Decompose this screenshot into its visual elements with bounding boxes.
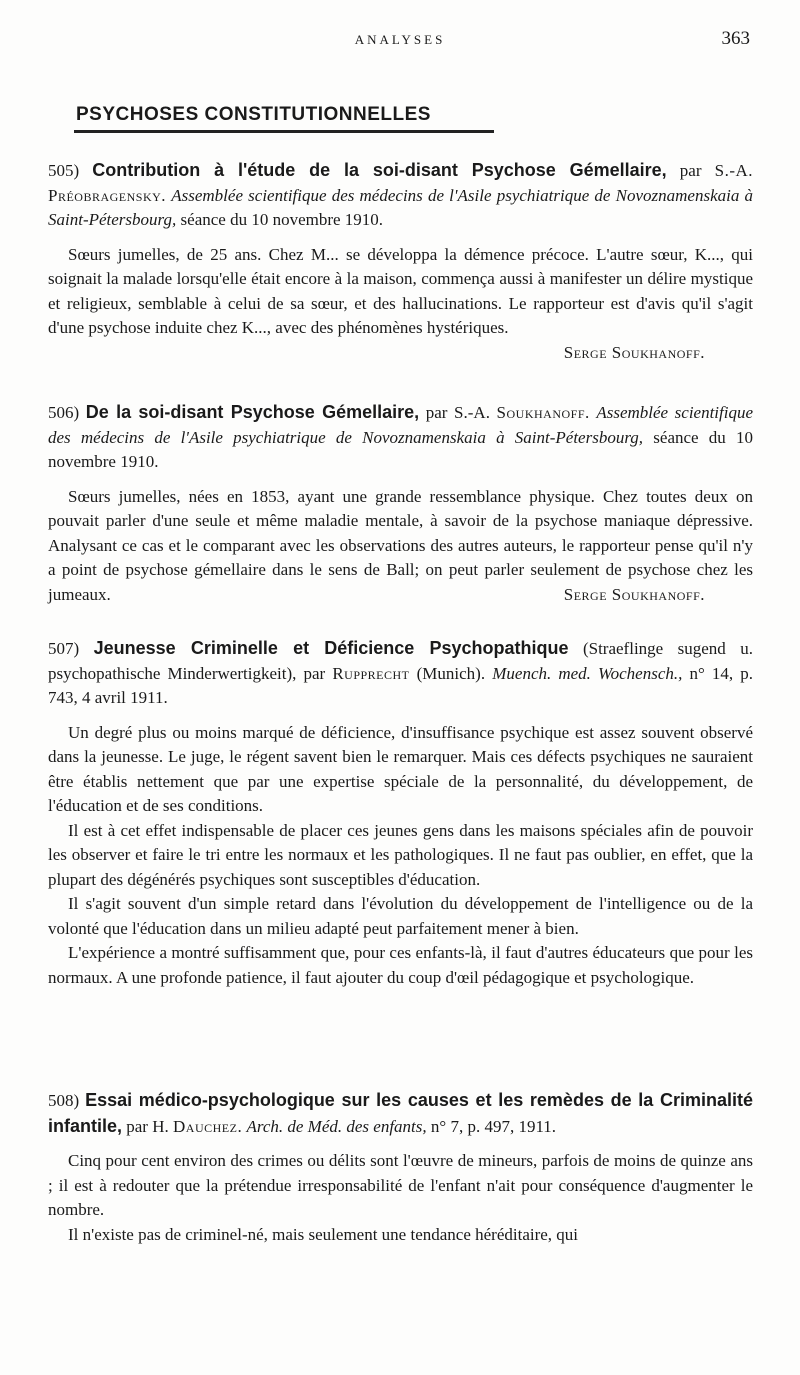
entry-source: Assemblée scientifique des médecins de l'Asile psychiatrique de Novoznamenskaia à Saint-Pétersbourg, (48, 185, 754, 229)
paragraph-text: Sœurs jumelles, nées en 1853, ayant une grande ressemblance physique. Chez toutes deux on pouvait parler d'une seule et même maladie mentale, à savoir de la psychose maniaque dépressive. Analysant ce cas et le comparant avec les observations des autres auteurs, le rapporteur pense qu'il n'y a point de psychose gémellaire dans le sens de Ball; on peut parler seulement de psychose chez les jumeaux. (48, 486, 753, 604)
paragraph (48, 485, 753, 608)
entry-subtitle: (Straeflinge sugend u. psychopathische Minderwertigkeit), (48, 639, 753, 683)
section-title: PSYCHOSES CONSTITUTIONNELLES (76, 104, 431, 125)
entry-by: par H. (126, 1116, 169, 1136)
entry-number: 506) (48, 403, 80, 422)
entry-date: séance du 10 novembre 1910. (180, 210, 384, 229)
signature: Serge Soukhanoff. (563, 342, 705, 362)
section-divider (74, 130, 494, 133)
entry-author: Rupprecht (332, 663, 410, 683)
entry-author: Soukhanoff. (496, 403, 590, 422)
entry-header (48, 158, 753, 233)
entry-title: Essai médico-psychologique sur les causes et les remèdes de la Criminalité infantile, (48, 1090, 753, 1136)
paragraph: Un degré plus ou moins marqué de déficience, d'insuffisance psychique est assez souvent observé dans la jeunesse. Le juge, le régent savent bien le remarquer. Mais ces défects psychiques ne sauraient être établis nettement que par une expertise spéciale de la personnalité, du développement, de l'éducation et de ses conditions. (48, 722, 753, 815)
paragraph: Il est à cet effet indispensable de placer ces jeunes gens dans les maisons spéciales afin de pouvoir les observer et faire le tri entre les normaux et les pathologiques. Il ne faut pas oublier, en effet, que la plupart des dégénérés psychiques sont susceptibles d'éducation. (48, 820, 753, 889)
signature: Serge Soukhanoff. (563, 584, 705, 604)
entry-by: par (679, 161, 702, 180)
entry-title: De la soi-disant Psychose Gémellaire, (85, 402, 420, 422)
entry-number: 505) (48, 161, 80, 180)
paragraph: L'expérience a montré suffisamment que, pour ces enfants-là, il faut d'autres éducateurs que pour les normaux. A une profonde patience, il faut ajouter du coup d'œil pédagogique et psychologique. (48, 943, 753, 987)
entry-place: (Munich). (416, 663, 486, 683)
entry-source: Arch. de Méd. des enfants, (246, 1116, 427, 1136)
entry-author: Dauchez. (173, 1116, 243, 1136)
entry-source: Muench. med. Wochensch., (492, 663, 683, 683)
entry-header (48, 636, 753, 711)
entry-source: Assemblée scientifique des médecins de l'Asile psychiatrique de Novoznamenskaia à Saint-Pétersbourg, (48, 403, 754, 447)
entry-date: n° 14, p. 743, 4 avril 1911. (48, 663, 754, 707)
entry-date: séance du 10 novembre 1910. (48, 427, 753, 471)
entry-506 (48, 400, 753, 607)
entry-508 (48, 1088, 753, 1247)
running-head: ANALYSES (354, 32, 446, 47)
paragraph: Sœurs jumelles, de 25 ans. Chez M... se développa la démence précoce. L'autre sœur, K..., qui soignait la malade lorsqu'elle était encore à la maison, commença aussi à manifester un délire mystique et religieux, semblable à celui de sa sœur, et des hallucinations. Le rapporteur est d'avis qu'il s'agit d'une psychose induite chez K..., avec des phénomènes hystériques. (48, 244, 753, 337)
entry-505 (48, 158, 753, 365)
entry-title: Jeunesse Criminelle et Déficience Psychopathique (93, 638, 569, 658)
paragraph: Il n'existe pas de criminel-né, mais seulement une tendance héréditaire, qui (68, 1224, 579, 1244)
paragraph: Cinq pour cent environ des crimes ou délits sont l'œuvre de mineurs, parfois de moins de quinze ans ; il est à redouter que la prétendue irresponsabilité de l'enfant n'ait pour conséquence d'augmenter le nombre. (48, 1151, 753, 1219)
entry-number: 507) (48, 639, 80, 658)
entry-by: par (303, 663, 326, 683)
entry-header (48, 400, 753, 475)
page-number: 363 (721, 28, 750, 49)
entry-date: n° 7, p. 497, 1911. (430, 1116, 557, 1136)
entry-title: Contribution à l'étude de la soi-disant Psychose Gémellaire, (92, 160, 667, 180)
entry-number: 508) (48, 1091, 80, 1110)
entry-author: S.-A. Préobragensky. (48, 161, 754, 205)
entry-507 (48, 636, 753, 990)
paragraph: Il s'agit souvent d'un simple retard dans l'évolution du développement de l'intelligence ou de la volonté que l'éducation dans un milieu adapté peut parfaitement mener à bien. (48, 894, 753, 938)
entry-header (48, 1088, 753, 1139)
entry-by: par S.-A. (425, 403, 490, 422)
